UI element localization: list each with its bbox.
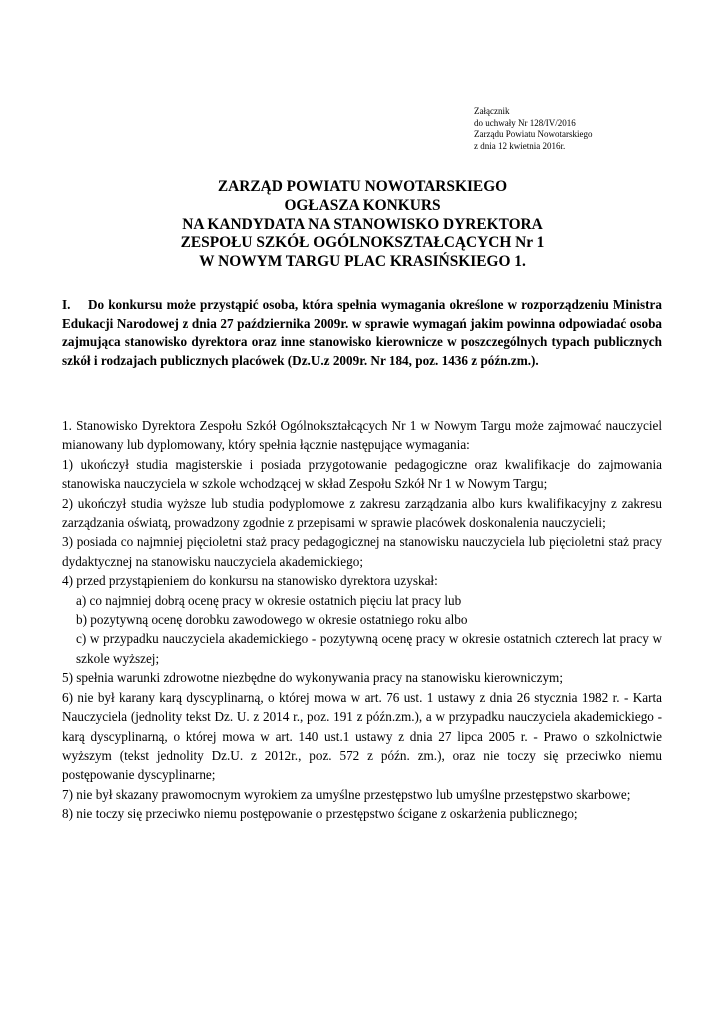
title-line-3: NA KANDYDATA NA STANOWISKO DYREKTORA [182,215,543,233]
annex-note [474,106,592,152]
requirement-item-4a: a) co najmniej dobrą ocenę pracy w okresie ostatnich pięciu lat pracy lub [76,592,462,608]
annex-line-2: do uchwały Nr 128/IV/2016 [474,117,576,128]
requirement-item-1: 1) ukończył studia magisterskie i posiada przygotowanie pedagogiczne oraz kwalifikacje do zajmowania stanowiska nauczyciela w szkole wchodzącej w skład Zespołu Szkół Nr 1 w Nowym Targu; [62,456,662,492]
annex-line-3: Zarządu Powiatu Nowotarskiego [474,129,593,139]
title-line-4: ZESPOŁU SZKÓŁ OGÓLNOKSZTAŁCĄCYCH Nr 1 [180,234,545,252]
section-1-intro [62,296,662,370]
requirement-item-4: 4) przed przystąpieniem do konkursu na stanowisko dyrektora uzyskał: [62,573,438,589]
requirement-item-7: 7) nie był skazany prawomocnym wyrokiem za umyślne przestępstwo lub umyślne przestępstwo skarbowe; [62,786,631,802]
title-line-2: OGŁASZA KONKURS [284,196,441,214]
title-line-1: ZARZĄD POWIATU NOWOTARSKIEGO [217,178,508,195]
requirement-item-5: 5) spełnia warunki zdrowotne niezbędne do wykonywania pracy na stanowisku kierowniczym; [62,670,563,686]
requirement-item-4c: c) w przypadku nauczyciela akademickiego - pozytywną ocenę pracy w okresie ostatnich czterech lat pracy w szkole wyższej; [76,631,662,666]
annex-line-1: Załącznik [474,106,510,116]
title-line-5: W NOWYM TARGU PLAC KRASIŃSKIEGO 1. [199,253,526,271]
requirement-item-3: 3) posiada co najmniej pięcioletni staż pracy pedagogicznej na stanowisku nauczyciela lub pięcioletni staż pracy dydaktycznej na stanowisku nauczyciela akademickiego; [62,534,662,569]
requirements-list [62,416,662,824]
requirement-item-2: 2) ukończył studia wyższe lub studia podyplomowe z zakresu zarządzania albo kurs kwalifikacyjny z zakresu zarządzania oświatą, prowadzony zgodnie z przepisami w sprawie placówek doskonalenia nauczycieli; [62,495,662,531]
requirement-item-4b: b) pozytywną ocenę dorobku zawodowego w okresie ostatniego roku albo [76,612,468,628]
requirement-item-8: 8) nie toczy się przeciwko niemu postępowanie o przestępstwo ścigane z oskarżenia publicznego; [62,806,578,822]
section-1-text: Do konkursu może przystąpić osoba, która spełnia wymagania określone w rozporządzeniu Ministra Edukacji Narodowej z dnia 27 października 2009r. w sprawie wymagań jakim powinna odpowiadać osoba zajmująca stanowisko dyrektora oraz inne stanowisko kierownicze w poszczególnych typach publicznych szkół i rodzajach publicznych placówek (Dz.U.z 2009r. Nr 184, poz. 1436 z późn.zm.). [62,297,662,368]
document-title [0,178,725,272]
requirement-item-6: 6) nie był karany karą dyscyplinarną, o której mowa w art. 76 ust. 1 ustawy z dnia 26 stycznia 1982 r. - Karta Nauczyciela (jednolity tekst Dz. U. z 2014 r., poz. 191 z późn.zm.), a w przypadku nauczyciela akademickiego - karą dyscyplinarną, o której mowa w art. 140 ust.1 ustawy z dnia 27 lipca 2005 r. - Prawo o szkolnictwie wyższym (tekst jednolity Dz.U. z 2012r., poz. 572 z późn. zm.), oraz nie toczy się przeciwko niemu postępowanie dyscyplinarne; [62,689,662,783]
section-1-label: I. [62,297,71,312]
annex-line-4: z dnia 12 kwietnia 2016r. [474,140,566,151]
requirements-intro-paragraph: 1. Stanowisko Dyrektora Zespołu Szkół Ogólnokształcących Nr 1 w Nowym Targu może zajmować nauczyciel mianowany lub dyplomowany, który spełnia łącznie następujące wymagania: [62,418,662,453]
